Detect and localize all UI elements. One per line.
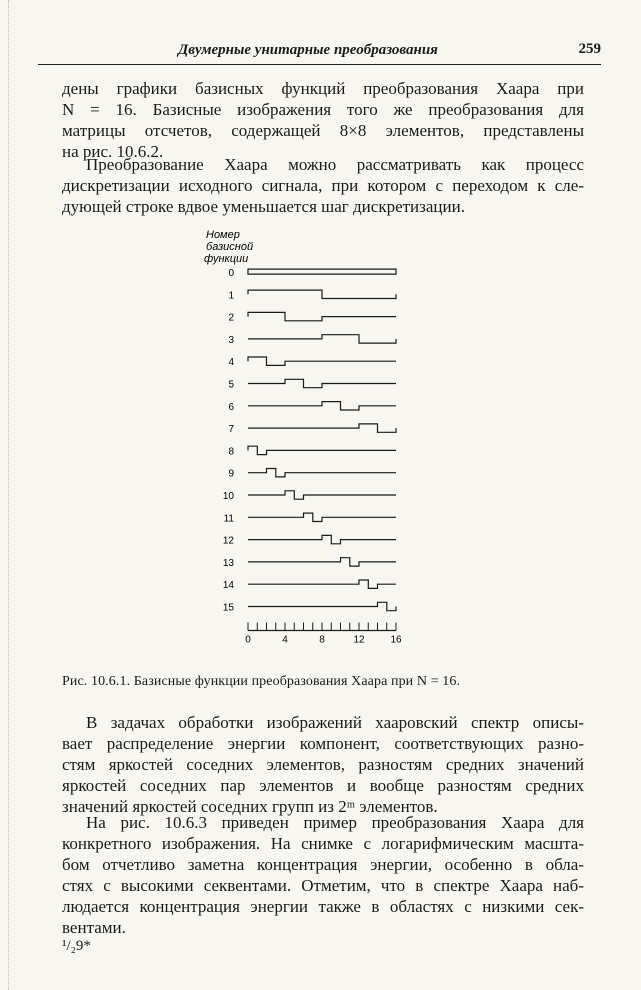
function-label: 1	[228, 290, 234, 302]
text-line: людается концентрация энергии также в областях с низкими сек-	[62, 897, 584, 916]
text-line: стям яркостей соседних элементов, разностям средних значений	[62, 755, 584, 774]
haar-basis-figure	[190, 224, 430, 670]
paragraph-1	[62, 78, 584, 162]
function-label: 11	[223, 513, 234, 525]
function-label: 13	[222, 557, 234, 569]
haar-function-0	[248, 269, 396, 274]
axis-tick-label: 0	[245, 634, 251, 646]
paragraph-2	[62, 154, 584, 217]
axis-tick-label: 4	[282, 634, 288, 646]
function-label: 9	[228, 468, 234, 480]
text-line: дены графики базисных функций преобразования Хаара при	[62, 79, 584, 98]
text-line: На рис. 10.6.3 приведен пример преобразования Хаара для	[86, 813, 584, 832]
function-label: 15	[222, 602, 234, 614]
function-label: 5	[228, 379, 234, 391]
function-label: 14	[222, 580, 234, 592]
haar-function-11	[248, 513, 396, 521]
axis-tick-label: 12	[353, 634, 365, 646]
paragraph-4	[62, 812, 584, 938]
text-line: значений яркостей соседних групп из 2ᵐ элементов.	[62, 797, 438, 816]
haar-function-10	[248, 491, 396, 499]
page-number: 259	[578, 41, 601, 57]
haar-function-3	[248, 335, 396, 343]
function-label: 3	[228, 334, 234, 346]
function-label: 7	[228, 424, 234, 436]
axis-title-line: базисной	[206, 241, 254, 253]
haar-function-1	[248, 290, 396, 298]
text-line: бом отчетливо заметна концентрация энергии, особенно в обла-	[62, 855, 584, 874]
text-line: вает распределение энергии компонент, соответствующих разно-	[62, 734, 584, 753]
text-line: стях с высокими секвентами. Отметим, что в спектре Хаара наб-	[62, 876, 584, 895]
function-label: 8	[228, 446, 234, 458]
haar-function-14	[248, 580, 396, 588]
haar-function-12	[248, 535, 396, 543]
haar-function-4	[248, 357, 396, 365]
text-line: Преобразование Хаара можно рассматривать как процесс	[86, 155, 584, 174]
haar-function-5	[248, 379, 396, 387]
axis-title-line: Номер	[206, 229, 240, 241]
haar-function-15	[248, 602, 396, 610]
signature-mark: ¹/₂9*	[62, 938, 91, 954]
axis-title-line: функции	[204, 253, 249, 265]
text-line: В задачах обработки изображений хааровский спектр описы-	[86, 713, 584, 732]
text-line: яркостей соседних пар элементов и вообще разностям средних	[62, 776, 584, 795]
text-line: вентами.	[62, 918, 126, 937]
haar-function-6	[248, 402, 396, 410]
paragraph-3	[62, 712, 584, 817]
haar-function-8	[248, 446, 396, 454]
running-header	[38, 40, 601, 65]
haar-function-9	[248, 469, 396, 477]
text-line: N = 16. Базисные изображения того же преобразования для	[62, 100, 584, 119]
function-labels	[223, 268, 235, 614]
function-label: 0	[228, 268, 234, 279]
haar-function-13	[248, 558, 396, 566]
function-label: 10	[222, 491, 234, 502]
function-label: 6	[228, 401, 234, 413]
function-label: 2	[228, 312, 234, 324]
function-label: 4	[228, 357, 234, 369]
scan-edge-dots	[8, 0, 10, 990]
axis-tick-label: 16	[390, 634, 402, 646]
text-line: дующей строке вдвое уменьшается шаг дискретизации.	[62, 197, 465, 216]
text-line: конкретного изображения. На снимке с логарифмическим масшта-	[62, 834, 584, 853]
axis-tick-label: 8	[319, 634, 325, 646]
text-line: дискретизации исходного сигнала, при котором с переходом к сле-	[62, 176, 584, 195]
figure-caption: Рис. 10.6.1. Базисные функции преобразования Хаара при N = 16.	[62, 674, 461, 689]
haar-function-2	[248, 312, 396, 320]
haar-function-7	[248, 424, 396, 432]
text-line: матрицы отсчетов, содержащей 8×8 элементов, представлены	[62, 121, 584, 140]
text-line: на рис. 10.6.2.	[62, 142, 164, 161]
haar-waveforms	[248, 269, 396, 611]
header-title: Двумерные унитарные преобразования	[178, 42, 438, 58]
function-label: 12	[222, 535, 234, 547]
figure-x-axis	[245, 623, 402, 646]
figure-axis-title	[204, 229, 253, 265]
